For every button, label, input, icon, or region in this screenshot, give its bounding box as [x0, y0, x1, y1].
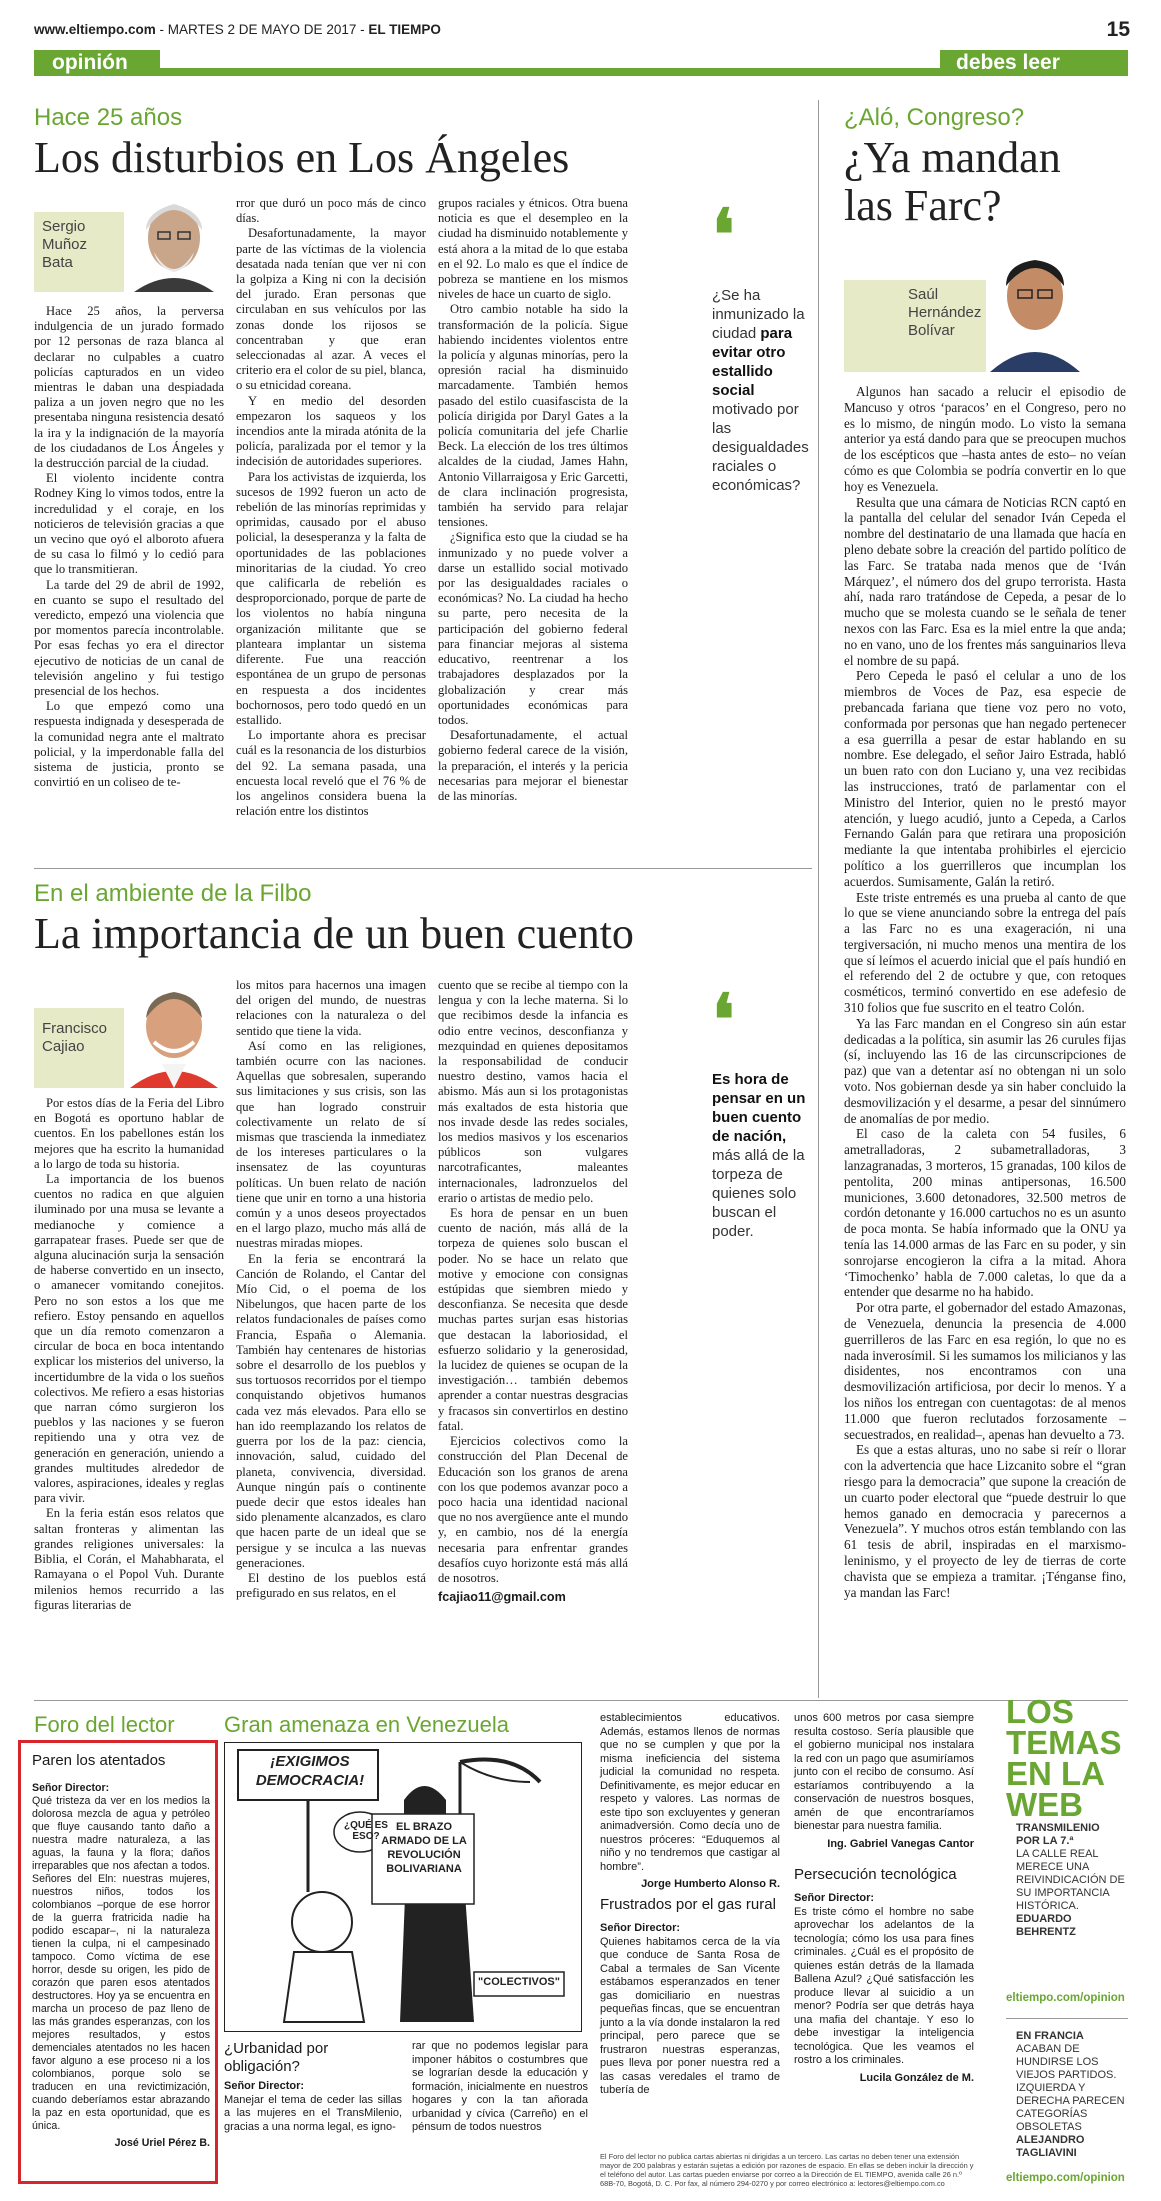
temas-item1: TRANSMILENIO POR LA 7.ª LA CALLE REAL MERECE UNA REIVINDICACIÓN DE SU IMPORTANCIA HISTÓRICA. EDUARDO BEHRENTZ: [1016, 1822, 1125, 1938]
author-name[interactable]: Francisco Cajiao: [42, 1020, 108, 1055]
foro-footer-note: El Foro del lector no publica cartas abiertas ni dirigidas a un tercero. Las cartas no deben tener una extensión mayor de 200 palabras y estarán sujetas a edición por razones de espacio. En ellas se deben incluir la dirección y el teléfono del autor. Las cartas pueden enviarse por correo a la Dirección de EL TIEMPO, avenida calle 26 n.º 68B-70, Bogotá, D. C. Por fax, al número 294-0270 y por correo electrónico a: lectores@eltiempo.com.co: [600, 2152, 974, 2188]
signature: Jorge Humberto Alonso R.: [641, 1878, 780, 1890]
article2-col1: Por estos días de la Feria del Libro en Bogotá es oportuno hablar de cuentos. En los pabellones están los mejores que ha escrito la humanidad a lo largo de toda su historia. La importancia de los buenos cuentos no radica en que alguien iluminado por una musa se levante a medianoche y comience a garrapatear frases. Puede ser que de alguna alucinación surja la sensación de haberse convertido en un insecto, o amanecer vomitando conejitos. Pero no son estos a los que me refiero. Estoy pensando en aquellos que un día remoto comenzaron a circular de boca en boca intentando explicar los misterios del universo, la incertidumbre de la vida o los sueños colectivos. Me refiero a esas historias que narran cómo surgieron los pueblos y las naciones y se fueron repitiendo una y otra vez de generación en generación, uniendo a grandes multitudes alrededor de valores, aspiraciones, ideales y reglas para vivir. En la feria están esos relatos que saltan fronteras y alimentan las grandes religiones universales: la Biblia, el Corán, el Mahabharata, el Ramayana o el Popol Vuh. Durante milenios hemos recurrido a las figuras literarias de: [34, 1096, 224, 1612]
article1-col1: Hace 25 años, la perversa indulgencia de un jurado formado por 12 personas de raza blanca al declarar no culpables a cuatro policías capturados en un video mientras le daban una despiadada paliza a un joven negro que no les presentaba ninguna resistencia desató la ira y la indignación de la mayoría de los ciudadanos de Los Ángeles y la destrucción parcial de la ciudad. El violento incidente contra Rodney King lo vimos todos, entre la incredulidad y el coraje, en los noticieros de televisión gracias a que un vecino que oyó el alboroto afuera de su casa lo filmó y lo cedió para que lo transmitieran. La tarde del 29 de abril de 1992, en cuanto se supo el resultado del veredicto, empezó una violencia que por momentos parecía incontrolable. Por esas fechas yo era el director ejecutivo de noticias de un canal de televisión angelino y fui testigo presencial de los hechos. Lo que empezó como una respuesta indignada y desesperada de la comunidad negra ante el maltrato policial, y la imperdonable falla del sistema de justicia, pronto se convirtió en un coliseo de te-: [34, 304, 224, 790]
letter-gabriel: unos 600 metros por casa siempre resulta costoso. Sería plausible que el gobierno municipal nos instalara la red con un pago que asumiríamos junto con el recibo de consumo. Así estaríamos contribuyendo a la conservación de nuestros bosques, amén de que encontraríamos bienestar para nuestra familia. Ing. Gabriel Vanegas Cantor: [794, 1712, 974, 1850]
article1-col2: rror que duró un poco más de cinco días. Desafortunadamente, la mayor parte de las víctimas de la violencia desatada nada tenían que ver ni con la golpiza a King ni con la decisión del jurado. Eran personas que circulaban en sus vehículos por las zonas donde los rijosos se concentraban y que eran seleccionadas al azar. A veces el criterio era el color de su piel, blanca, o su etnicidad coreana. Y en medio del desorden empezaron los saqueos y los incendios ante la mirada atónita de la policía, paralizada por el temor y la indecisión de autoridades superiores. Para los activistas de izquierda, los sucesos de 1992 fueron un acto de rebelión de las minorías reprimidas y oprimidas, causado por el abuso policial, la desesperanza y la falta de oportunidades de las poblaciones minoritarias de la ciudad. Yo creo que calificarla de rebelión es desproporcionado, porque de parte de los violentos no había ninguna organización militante que se planteara implantar un sistema diferente. Fue una reacción espontánea de un grupo de personas en respuesta a dos incidentes bochornosos, pero todo quedó en un estallido. Lo importante ahora es precisar cuál es la resonancia de los disturbios del 92. La semana pasada, una encuesta local reveló que el 76 % de los angelinos considera buena la relación entre los distintos: [236, 196, 426, 819]
frustrados-title: Frustrados por el gas rural: [600, 1896, 776, 1913]
site-url[interactable]: www.eltiempo.com: [34, 22, 156, 37]
article1-pullquote: ¿Se ha inmunizado la ciudad para evitar otro estallido social motivado por las desigualdades raciales o económicas?: [712, 287, 809, 494]
author-photo-cajiao: [124, 978, 224, 1088]
article2-kicker: En el ambiente de la Filbo: [34, 880, 312, 907]
divider: [1006, 2018, 1128, 2019]
article1-title: Los disturbios en Los Ángeles: [34, 133, 570, 182]
section-label: opinión: [52, 51, 128, 74]
author-name[interactable]: Saúl Hernández Bolívar: [908, 286, 982, 339]
article2-pullquote: Es hora de pensar en un buen cuento de nación, más allá de la torpeza de quienes solo buscan el poder.: [712, 1071, 806, 1240]
temas-link-2[interactable]: eltiempo.com/opinion: [1006, 2172, 1125, 2184]
cartoon-bubble-1: ¿QUÉ ES ESO?: [344, 1820, 388, 1842]
article2-col2: los mitos para hacernos una imagen del origen del mundo, de nuestras relaciones con la naturaleza o del sentido que tiene la vida. Así como en las religiones, también ocurre con las naciones. Aquellas que sobresalen, superando sus limitaciones y sus crisis, son las que han logrado construir colectivamente un relato de sí mismas que trascienda la inmediatez de los intereses particulares o la insensatez de las coyunturas políticas. Un buen relato de nación tiene que unir en torno a una historia común y a unos deseos proyectados en el largo plazo, mucho más allá de nuestras miradas miopes. En la feria se encontrará la Canción de Rolando, el Cantar del Mío Cid, o el poema de los Nibelungos, que hacen parte de los relatos fundacionales de países como Francia, España o Alemania. También hay centenares de historias sobre el desarrollo de los pueblos y sus tortuosos recorridos por el tiempo conquistando objetivos humanos cada vez más elevados. Para ello se han ido reemplazando los relatos de guerra por los de la paz: ciencia, innovación, salud, cuidado del planeta, convivencia, diversidad. Aunque ningún país o continente puede decir que estos ideales han sido plenamente alcanzados, es claro que hacen parte de un ideal que se persigue y se inculca a las nuevas generaciones. El destino de los pueblos está prefigurado en sus relatos, en el: [236, 978, 426, 1601]
author-photo-hernandez: [986, 238, 1084, 372]
article3-kicker: ¿Aló, Congreso?: [844, 104, 1025, 131]
page-number: 15: [1106, 18, 1130, 41]
tab-debes-leer[interactable]: debes leer: [956, 51, 1060, 74]
divider: [34, 868, 812, 869]
foro-heading: Foro del lector: [34, 1712, 175, 1737]
signature: José Uriel Pérez B.: [114, 2137, 210, 2149]
brand-name: EL TIEMPO: [368, 22, 441, 37]
cartoon-bubble-2: EL BRAZO ARMADO DE LA REVOLUCIÓN BOLIVARIANA: [381, 1821, 467, 1875]
foro-box-body: Señor Director: Qué tristeza da ver en los medios la dolorosa mezcla de agua y petróleo que fluye causando tanto daño a nuestra madre naturaleza, a las aguas, la fauna y la flora; daños irreparables que nos afectan a todos. Señores del Eln: nuestras mujeres, nuestros niños, todos los colombianos –porque de ese horror de la guerra fratricida nadie ha podido escapar–, ni la naturaleza tienen la culpa, ni el campesinado tampoco. Como víctima de ese horror, desde su origen, les pido de corazón que paren esos atentados destructores. Hoy ya se encuentra en marcha un proceso de paz lleno de las más grandes esperanzas, con los mejores resultados, y estos demenciales atentados no les hacen favor alguno a ese proceso ni a los colombianos, porque solo se traducen en una revictimización, cuando deberíamos estar abrazando la paz en esta oportunidad, que es única. José Uriel Pérez B.: [32, 1782, 210, 2149]
urbanidad-body: Señor Director: Manejar el tema de ceder las sillas a las mujeres en el TransMilenio, gracias a una norma legal, es igno-: [224, 2080, 402, 2133]
masthead: www.eltiempo.com - MARTES 2 DE MAYO DE 2017 - EL TIEMPO 15: [34, 18, 1130, 41]
temas-link-1[interactable]: eltiempo.com/opinion: [1006, 1992, 1125, 2004]
author-name[interactable]: Sergio Muñoz Bata: [42, 218, 88, 271]
quote-mark-icon: ❛: [712, 978, 735, 1061]
article3-body: Algunos han sacado a relucir el episodio de Mancuso y otros ‘paracos’ en el Congreso, pero no es lo mismo, de ningún modo. Lo visto la semana anterior ya está dando para que se preocupen muchos de los escépticos que –hasta antes de esto– no veían cómo es que Colombia se podría convertir en lo que hoy es Venezuela. Resulta que una cámara de Noticias RCN captó en la pantalla del celular del senador Iván Cepeda el nombre del destinatario de una llamada que hacía en pleno debate sobre la creación del partido político de las Farc. Se trataba nada menos que de ‘Iván Márquez’, el número dos del grupo terrorista. Hasta ahí, nada raro tratándose de Cepeda, a pesar de lo mucho que se molesta cuando se le señala de tener nexos con las Farc. Esa es la miel entre la que anda; no en vano, uno de los frentes más sanguinarios lleva el nombre de su papá. Pero Cepeda le pasó el celular a uno de los miembros de Voces de Paz, esa especie de prebancada fariana que tiene voz pero no voto, conformada por personas que han negado pertenecer a esa guerrilla a pesar de estar hablando en su nombre. Ese delegado, el señor Jairo Estrada, habló un buen rato con don Luciano y, una vez recibidas las instrucciones, trató de parlamentar con el Ministro del Interior, quien no le prestó mayor atención, y luego acudió, junto a Cepeda, a Carlos Fernando Galán para que retirara una proposición mediante la que intentaba prohibirles el ejercicio político a los guerrilleros que incumplan los acuerdos. Sumisamente, Galán la retiró. Este triste entremés es una prueba al canto de que lo que se viene anunciando sobre la entrega del país a las Farc no es una exageración, ni una tergiversación, ni mucho menos una mentira de los que sí leímos el acuerdo inicial que el país hundió en el referendo del 2 de octubre y que, con retoques cosméticos, terminó convertido en ese adefesio de 310 folios que fue suscrito en el teatro Colón. Ya las Farc mandan en el Congreso sin aún estar dedicadas a la política, sin asumir las 26 curules fijas (sí, incluyendo las 16 de las circunscripciones de paz) que van a detentar así no obtengan ni un solo voto. Nos gobiernan desde ya sin haber concluido la desmovilización y el desarme, a pesar del sinnúmero de anomalías de por medio. El caso de la caleta con 54 fusiles, 6 ametralladoras, 2 subametralladoras, 3 lanzagranadas, 3 morteros, 15 granadas, 100 kilos de pentolita, 200 minas antipersonas, 16.500 municiones, 3.600 detonadores, 32.500 metros de cordón detonante y 16.000 cartuchos no es un asunto de poca monta. Se había informado que la ONU ya tenía las 14.000 armas de las Farc en su poder, y sin sonrojarse encogieron la cifra a la mitad. Ahora ‘Timochenko’ habla de 7.000 caletas, lo que da a entender que desarme no ha habido. Por otra parte, el gobernador del estado Amazonas, de Venezuela, denuncia la presencia de 4.000 guerrilleros de las Farc en esa región, lo que no es nada inverosímil. Si les sumamos los milicianos y las disidentes, nos encontramos con una desmovilización artificiosa, por decir lo menos. Y a los niños los entregan con cuentagotas: de al menos 11.000 que fueron reclutados forzosamente –secuestrados, en realidad–, apenas han devuelto a 73. Es que a estas alturas, uno no sabe si reír o llorar con la advertencia que hace Lizcanito sobre el “gran riesgo para la democracia” que supone la creación de un cuarto poder electoral que “puede destruir lo que hemos ganado en democracia y parecernos a Venezuela”. Y muchos otros están temblando con las 61 tesis de abril, inspiradas en el marxismo-leninismo, y el proyecto de ley de tierras de corte chavista que se empieza a tramitar. ¡Ténganse fino, ya mandan las Farc!: [844, 384, 1126, 1600]
article1-kicker: Hace 25 años: [34, 104, 183, 131]
divider-vertical: [818, 100, 819, 1698]
masthead-separator: -: [155, 22, 168, 37]
section-bar-line: [160, 68, 940, 76]
signature: Lucila González de M.: [859, 2071, 974, 2084]
temas-title: LOS TEMAS EN LA WEB: [1006, 1693, 1122, 1823]
author-email[interactable]: fcajiao11@gmail.com: [438, 1590, 566, 1605]
cartoon-signature: Mil: [446, 2000, 469, 2017]
venezuela-heading: Gran amenaza en Venezuela: [224, 1712, 509, 1737]
article3-title: ¿Ya mandan las Farc?: [844, 133, 1061, 230]
cartoon-tag: "COLECTIVOS": [478, 1976, 560, 1988]
issue-date: MARTES 2 DE MAYO DE 2017: [167, 22, 357, 37]
cartoon-sign-text: ¡EXIGIMOS DEMOCRACIA!: [255, 1753, 365, 1789]
temas-item2: EN FRANCIA ACABAN DE HUNDIRSE LOS VIEJOS PARTIDOS. IZQUIERDA Y DERECHA PARECEN CATEGORÍAS OBSOLETAS ALEJANDRO TAGLIAVINI: [1016, 2030, 1125, 2159]
article2-title: La importancia de un buen cuento: [34, 909, 634, 958]
frustrados-body: Señor Director: Quienes habitamos cerca de la vía que conduce de Santa Rosa de Cabal a termales de San Vicente estábamos esperanzados en tener gas domiciliario en nuestras pequeñas fincas, que se encuentran junto a la vía donde instalaron la red principal, pero parece que se frustraron nuestras esperanzas, pues lleva por poner nuestra red a las casas veredales el tramo de tubería de: [600, 1922, 780, 2096]
urbanidad-continued: rar que no podemos legislar para imponer hábitos o costumbres que se lograrían desde la educación y formación, inicialmente en nuestros hogares y con la tan añorada urbanidad y cívica (Carreño) en el pénsum de todos nuestros: [412, 2040, 588, 2133]
foro-box-title: Paren los atentados: [32, 1752, 166, 1769]
article2-col3: cuento que se recibe al tiempo con la lengua y con la leche materna. Si lo que recibimos desde la infancia es odio entre vecinos, desconfianza y mezquindad en quienes depositamos la responsabilidad de conducir nuestro destino, vamos hacia el abismo. Más aun si los protagonistas más exaltados de esta historia que nos invade desde las redes sociales, los medios masivos y los escenarios públicos son vulgares narcotraficantes, maleantes internacionales, ladronzuelos del erario o artistas de medio pelo. Es hora de pensar en un buen cuento de nación, más allá de la torpeza de quienes solo buscan el poder. No se hace un relato que motive y emocione con consignas estúpidas que siembren miedo y desconfianza. Se necesita que desde muchas partes surjan esas historias que destacan la laboriosidad, el esfuerzo solidario y la generosidad, la lucidez de quienes se ocupan de la investigación… también debemos aprender a contar nuestras desgracias y fracasos sin convertirlos en destino fatal. Ejercicios colectivos como la construcción del Plan Decenal de Educación son los granos de arena con los que podemos avanzar poco a poco hacia una identidad nacional que no nos avergüence ante el mundo y, en cambio, nos dé la energía necesaria para enfrentar grandes desafíos cuyo horizonte está más allá de nosotros. fcajiao11@gmail.com: [438, 978, 628, 1605]
persecucion-title: Persecución tecnológica: [794, 1866, 957, 1883]
letter-jorge: establecimientos educativos. Además, estamos llenos de normas que no se cumplen y que por la misma ineficiencia del sistema judicial la comunidad no respeta. Definitivamente, es mejor educar en respeto y valores. Las normas de este tipo son excluyentes y generan animadversión. Como decía uno de nuestros próceres: “Eduquemos al niño y no tendremos que castigar al hombre”. Jorge Humberto Alonso R.: [600, 1712, 780, 1890]
divider: [34, 1700, 1128, 1701]
persecucion-body: Señor Director: Es triste cómo el hombre no sabe aprovechar los adelantos de la tecnología; cómo los usa para fines criminales. ¿Cuál es el propósito de quienes están detrás de la llamada Ballena Azul? ¿Qué satisfacción les produce llevar al suicidio a un menor? Podría ser que detrás haya una mafia del chantaje. Y eso lo debe investigar la inteligencia tecnológica. Que les veamos el rostro a los criminales. Lucila González de M.: [794, 1892, 974, 2084]
quote-mark-icon: ❛: [712, 193, 735, 276]
urbanidad-title: ¿Urbanidad por obligación?: [224, 2040, 329, 2075]
article1-col3: grupos raciales y étnicos. Otra buena noticia es que el desempleo en la ciudad ha disminuido notablemente y está ahora a la mitad de lo que estaba en el 92. Lo malo es que el índice de pobreza se mantiene en los mismos niveles de hace un cuarto de siglo. Otro cambio notable ha sido la transformación de la policía. Sigue habiendo incidentes violentos entre la policía y algunas minorías, pero la opresión racial ha disminuido marcadamente. También hemos pasado del estilo cuasifascista de la policía dirigida por Daryl Gates a la policía comunitaria del jefe Charlie Beck. La elección de los tres últimos alcaldes de la ciudad, James Hahn, Antonio Villarraigosa y Eric Garcetti, de clara inclinación progresista, también ha servido para relajar tensiones. ¿Significa esto que la ciudad se ha inmunizado y no puede volver a darse un estallido social motivado por las desigualdades raciales o económicas? No. La ciudad ha hecho su parte, pero necesita de la participación del gobierno federal para financiar mejoras al sistema educativo, reentrenar a los trabajadores desplazados por la globalización y crear más oportunidades económicas para todos. Desafortunadamente, el actual gobierno federal carece de la visión, la preparación, el interés y la pericia necesarias para mejorar el bienestar de las minorías.: [438, 196, 628, 803]
signature: Ing. Gabriel Vanegas Cantor: [827, 1837, 974, 1850]
author-photo-munoz: [124, 190, 224, 292]
